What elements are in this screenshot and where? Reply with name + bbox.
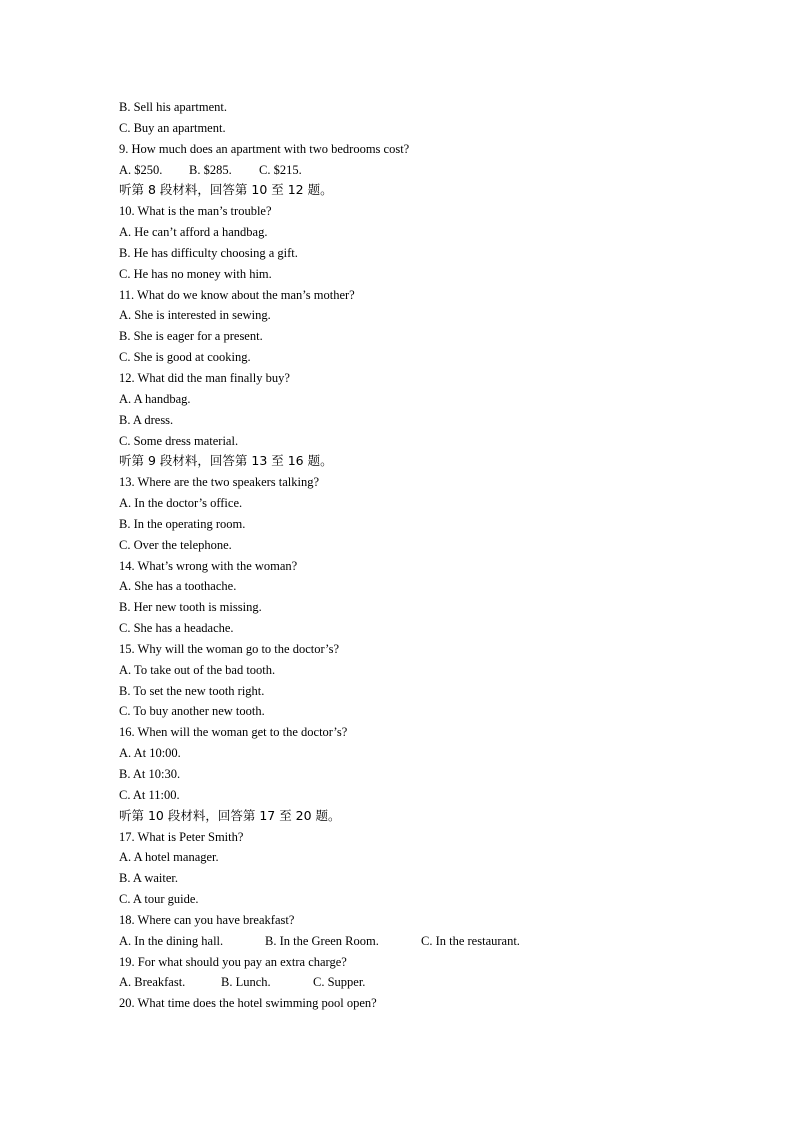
option-line: A. A handbag. bbox=[119, 391, 191, 406]
option-b: B. $285. bbox=[189, 162, 232, 177]
question-13: 13. Where are the two speakers talking? bbox=[119, 475, 320, 490]
option-line: A. At 10:00. bbox=[119, 746, 181, 761]
option-line: A. To take out of the bad tooth. bbox=[119, 662, 276, 677]
option-line: A. She has a toothache. bbox=[119, 579, 237, 594]
option-line: B. Her new tooth is missing. bbox=[119, 600, 262, 615]
option-line: B. At 10:30. bbox=[119, 767, 181, 781]
option-line: B. He has difficulty choosing a gift. bbox=[119, 245, 298, 260]
question-18: 18. Where can you have breakfast? bbox=[119, 912, 295, 927]
question-11: 11. What do we know about the man’s mother? bbox=[119, 287, 355, 302]
option-a: A. In the dining hall. bbox=[119, 933, 224, 948]
option-line: B. A waiter. bbox=[119, 871, 179, 886]
option-line: C. She has a headache. bbox=[119, 621, 234, 636]
question-list bbox=[119, 97, 719, 1014]
question-16: 16. When will the woman get to the doctor’s? bbox=[119, 725, 348, 740]
option-line: B. In the operating room. bbox=[119, 516, 246, 531]
option-line: C. Over the telephone. bbox=[119, 537, 232, 552]
option-a: A. Breakfast. bbox=[119, 975, 186, 990]
option-line: A. A hotel manager. bbox=[119, 850, 219, 865]
question-15: 15. Why will the woman go to the doctor’s? bbox=[119, 641, 339, 656]
options-row-q19 bbox=[119, 972, 719, 993]
question-14: 14. What’s wrong with the woman? bbox=[119, 558, 298, 573]
options-row-q18 bbox=[119, 931, 719, 952]
option-line: B. To set the new tooth right. bbox=[119, 683, 265, 698]
option-line: C. At 11:00. bbox=[119, 787, 180, 802]
question-17: 17. What is Peter Smith? bbox=[119, 829, 244, 844]
option-line: B. She is eager for a present. bbox=[119, 329, 263, 344]
option-b: B. Lunch. bbox=[221, 975, 271, 990]
question-9: 9. How much does an apartment with two bedrooms cost? bbox=[119, 141, 410, 156]
section-heading: 听第 10 段材料，回答第 17 至 20 题。 bbox=[119, 807, 341, 823]
question-12: 12. What did the man finally buy? bbox=[119, 370, 290, 385]
option-line: C. He has no money with him. bbox=[119, 266, 272, 281]
option-a: A. $250. bbox=[119, 162, 163, 177]
option-line: C. A tour guide. bbox=[119, 892, 199, 907]
option-line: C. She is good at cooking. bbox=[119, 350, 251, 365]
question-10: 10. What is the man’s trouble? bbox=[119, 204, 272, 219]
option-line: C. To buy another new tooth. bbox=[119, 704, 265, 719]
option-line: A. She is interested in sewing. bbox=[119, 308, 271, 323]
option-line: B. A dress. bbox=[119, 412, 174, 427]
section-heading: 听第 8 段材料，回答第 10 至 12 题。 bbox=[119, 182, 333, 198]
option-line: C. Buy an apartment. bbox=[119, 120, 226, 135]
question-19: 19. For what should you pay an extra charge? bbox=[119, 954, 347, 969]
options-row-q9 bbox=[119, 160, 719, 181]
option-c: C. $215. bbox=[259, 162, 302, 177]
option-line: A. He can’t afford a handbag. bbox=[119, 225, 268, 240]
option-line: B. Sell his apartment. bbox=[119, 100, 227, 114]
option-c: C. Supper. bbox=[313, 975, 366, 990]
option-line: A. In the doctor’s office. bbox=[119, 496, 243, 511]
question-20: 20. What time does the hotel swimming pool open? bbox=[119, 996, 377, 1011]
option-b: B. In the Green Room. bbox=[265, 933, 379, 948]
option-line: C. Some dress material. bbox=[119, 433, 239, 448]
option-c: C. In the restaurant. bbox=[421, 933, 520, 948]
section-heading: 听第 9 段材料，回答第 13 至 16 题。 bbox=[119, 453, 333, 469]
